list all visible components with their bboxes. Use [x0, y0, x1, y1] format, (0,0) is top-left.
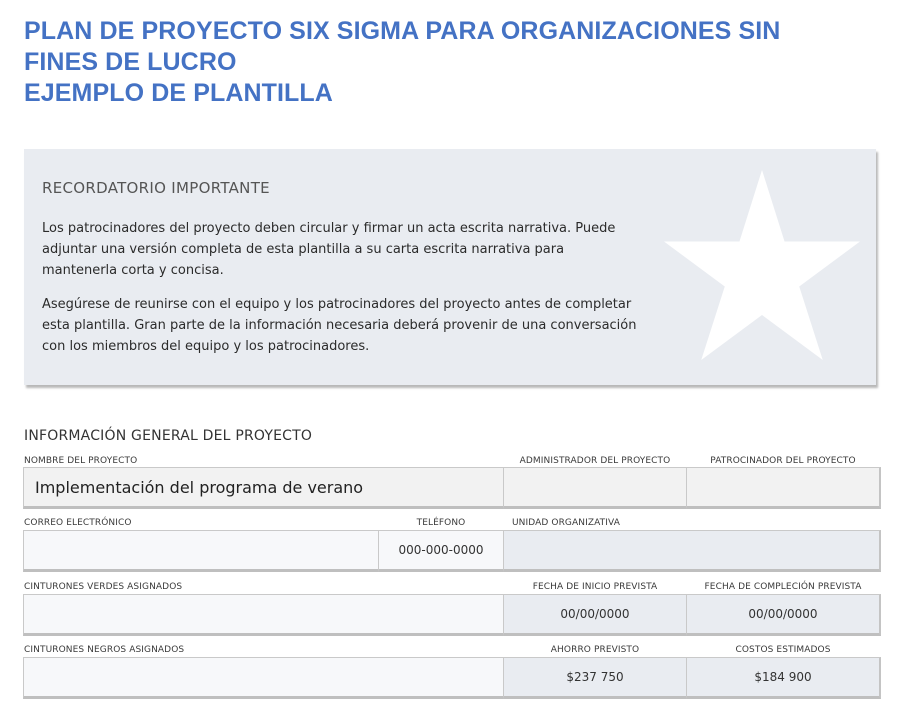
project-name-field[interactable]: Implementación del programa de verano [23, 467, 505, 509]
green-belts-field[interactable] [23, 594, 505, 636]
page-title [24, 16, 884, 109]
completion-date-field[interactable]: 00/00/0000 [686, 594, 881, 636]
title-line-3: EJEMPLO DE PLANTILLA [24, 79, 333, 107]
star-icon [664, 167, 860, 363]
reminder-heading: RECORDATORIO IMPORTANTE [42, 179, 270, 197]
project-manager-label: ADMINISTRADOR DEL PROYECTO [519, 456, 671, 466]
org-unit-field[interactable] [503, 530, 881, 572]
email-field[interactable] [23, 530, 380, 572]
important-reminder-box [24, 149, 876, 385]
title-line-2: FINES DE LUCRO [24, 48, 237, 76]
email-label: CORREO ELECTRÓNICO [24, 518, 132, 528]
green-belts-label: CINTURONES VERDES ASIGNADOS [24, 582, 183, 592]
project-sponsor-field[interactable] [686, 467, 881, 509]
completion-date-label: FECHA DE COMPLECIÓN PREVISTA [704, 582, 862, 592]
black-belts-label: CINTURONES NEGROS ASIGNADOS [24, 645, 185, 655]
estimated-costs-field[interactable]: $184 900 [686, 657, 881, 699]
start-date-field[interactable]: 00/00/0000 [503, 594, 688, 636]
phone-label: TELÉFONO [416, 518, 466, 528]
start-date-label: FECHA DE INICIO PREVISTA [532, 582, 658, 592]
estimated-costs-label: COSTOS ESTIMADOS [735, 645, 831, 655]
expected-savings-field[interactable]: $237 750 [503, 657, 688, 699]
project-manager-field[interactable] [503, 467, 688, 509]
project-sponsor-label: PATROCINADOR DEL PROYECTO [710, 456, 856, 466]
project-name-label: NOMBRE DEL PROYECTO [24, 456, 138, 466]
reminder-paragraph-2: Asegúrese de reunirse con el equipo y los patrocinadores del proyecto antes de completar esta plantilla. Gran parte de la información necesaria deberá provenir de una conversación con los miembros del equipo y los patrocinadores. [42, 297, 637, 354]
section-title-project-info: INFORMACIÓN GENERAL DEL PROYECTO [24, 428, 313, 444]
org-unit-label: UNIDAD ORGANIZATIVA [512, 518, 620, 528]
black-belts-field[interactable] [23, 657, 505, 699]
title-line-1: PLAN DE PROYECTO SIX SIGMA PARA ORGANIZACIONES SIN [24, 17, 781, 45]
expected-savings-label: AHORRO PREVISTO [550, 645, 640, 655]
reminder-paragraph-1: Los patrocinadores del proyecto deben circular y firmar un acta escrita narrativa. Puede adjuntar una versión completa de esta plantilla a su carta escrita narrativa para mantenerla corta y concisa. [42, 221, 616, 278]
phone-field[interactable]: 000-000-0000 [378, 530, 505, 572]
